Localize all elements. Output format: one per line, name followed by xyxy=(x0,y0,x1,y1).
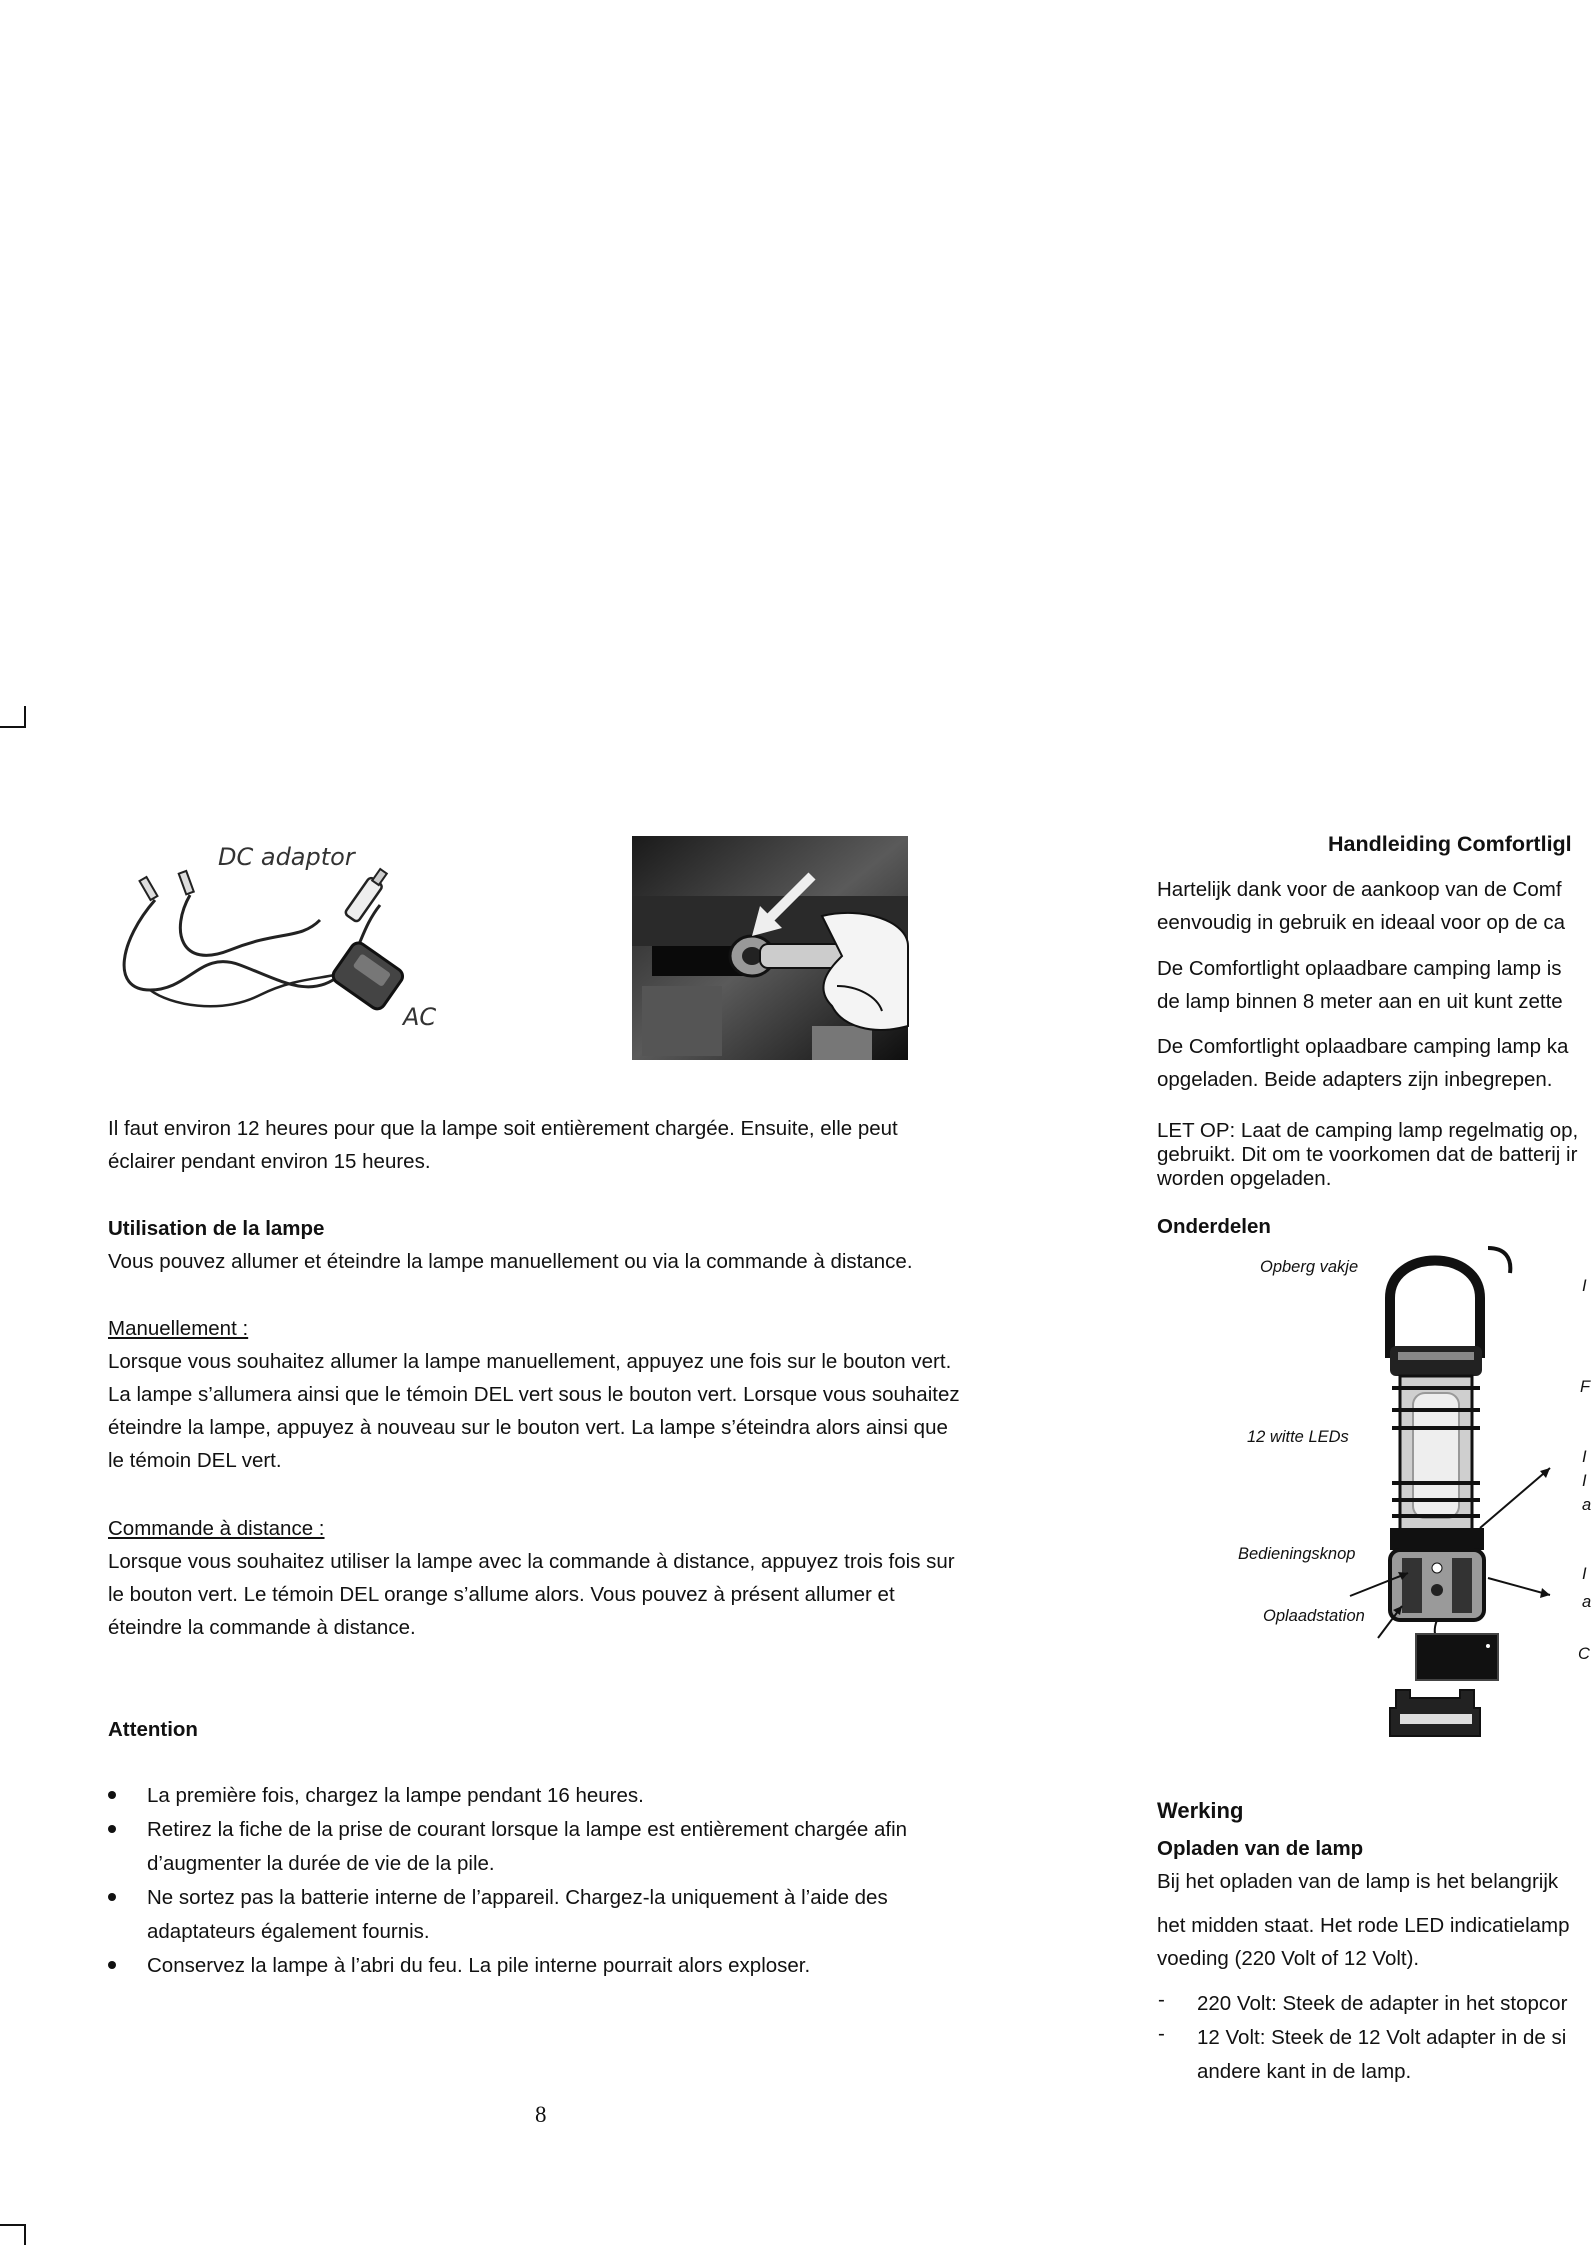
parts-heading: Onderdelen xyxy=(1157,1215,1271,1238)
label-station: Oplaadstation xyxy=(1263,1607,1365,1625)
dutch-p2-line-1: De Comfortlight oplaadbare camping lamp is xyxy=(1157,957,1562,980)
bullet-dot xyxy=(108,1961,116,1969)
label-right-3b: I xyxy=(1582,1472,1587,1490)
manual-line: Lorsque vous souhaitez allumer la lampe manuellement, appuyez une fois sur le bouton vert. xyxy=(108,1350,952,1373)
dutch-p2-line-2: de lamp binnen 8 meter aan en uit kunt zette xyxy=(1157,990,1563,1013)
manual-heading: Manuellement : xyxy=(108,1317,249,1340)
werking-heading: Werking xyxy=(1157,1798,1244,1823)
use-heading: Utilisation de la lampe xyxy=(108,1217,325,1240)
dash-marker: - xyxy=(1158,2022,1165,2045)
dutch-note-line-3: worden opgeladen. xyxy=(1157,1167,1332,1190)
dutch-intro-line-1: Hartelijk dank voor de aankoop van de Comf xyxy=(1157,878,1562,901)
crop-mark-top xyxy=(0,726,26,728)
label-right-5: C xyxy=(1578,1645,1590,1663)
bullet-item-continued: d’augmenter la durée de vie de la pile. xyxy=(147,1852,495,1875)
lantern-illustration xyxy=(1230,1228,1591,1758)
dutch-title: Handleiding Comfortligl xyxy=(1328,832,1572,856)
label-right-4b: a xyxy=(1582,1593,1591,1611)
car-socket-photo xyxy=(632,836,908,1060)
opladen-line-3: voeding (220 Volt of 12 Volt). xyxy=(1157,1947,1420,1970)
crop-mark-bottom-vertical xyxy=(24,2224,26,2245)
dc-adaptor-label: DC adaptor xyxy=(218,843,355,871)
dash-item-continued: andere kant in de lamp. xyxy=(1197,2060,1412,2083)
manual-line: La lampe s’allumera ainsi que le témoin DEL vert sous le bouton vert. Lorsque vous souhaitez xyxy=(108,1383,960,1406)
bullet-item: La première fois, chargez la lampe pendant 16 heures. xyxy=(147,1784,644,1807)
manual-line: éteindre la lampe, appuyez à nouveau sur le bouton vert. La lampe s’éteindra alors ainsi que xyxy=(108,1416,948,1439)
bullet-dot xyxy=(108,1825,116,1833)
page-number: 8 xyxy=(535,2102,547,2127)
bullet-dot xyxy=(108,1791,116,1799)
opladen-line-1: Bij het opladen van de lamp is het belangrijk xyxy=(1157,1870,1559,1893)
label-right-3c: a xyxy=(1582,1496,1591,1514)
remote-heading: Commande à distance : xyxy=(108,1517,325,1540)
crop-mark-top-vertical xyxy=(24,706,26,728)
use-text: Vous pouvez allumer et éteindre la lampe manuellement ou via la commande à distance. xyxy=(108,1250,913,1273)
dutch-note-line-1: LET OP: Laat de camping lamp regelmatig op, xyxy=(1157,1119,1579,1142)
remote-line: éteindre la commande à distance. xyxy=(108,1616,416,1639)
label-right-1: I xyxy=(1582,1277,1587,1295)
attention-heading: Attention xyxy=(108,1718,198,1741)
bullet-item: Conservez la lampe à l’abri du feu. La pile interne pourrait alors exploser. xyxy=(147,1954,811,1977)
adaptor-illustration xyxy=(110,830,450,1040)
dutch-p3-line-1: De Comfortlight oplaadbare camping lamp ka xyxy=(1157,1035,1569,1058)
label-leds: 12 witte LEDs xyxy=(1247,1428,1349,1446)
dash-marker: - xyxy=(1158,1988,1165,2011)
dash-item: 12 Volt: Steek de 12 Volt adapter in de si xyxy=(1197,2026,1567,2049)
bullet-item-continued: adaptateurs également fournis. xyxy=(147,1920,430,1943)
charge-text-line-1: Il faut environ 12 heures pour que la lampe soit entièrement chargée. Ensuite, elle peut xyxy=(108,1117,898,1140)
dutch-intro-line-2: eenvoudig in gebruik en ideaal voor op de ca xyxy=(1157,911,1566,934)
dutch-p3-line-2: opgeladen. Beide adapters zijn inbegrepen. xyxy=(1157,1068,1553,1091)
label-right-4a: I xyxy=(1582,1565,1587,1583)
dash-item: 220 Volt: Steek de adapter in het stopcor xyxy=(1197,1992,1568,2015)
label-control: Bedieningsknop xyxy=(1238,1545,1356,1563)
opladen-heading: Opladen van de lamp xyxy=(1157,1837,1364,1860)
bullet-dot xyxy=(108,1893,116,1901)
opladen-line-2: het midden staat. Het rode LED indicatielamp xyxy=(1157,1914,1570,1937)
remote-line: Lorsque vous souhaitez utiliser la lampe avec la commande à distance, appuyez trois fois sur xyxy=(108,1550,955,1573)
ac-label: AC xyxy=(403,1003,437,1031)
bullet-item: Retirez la fiche de la prise de courant lorsque la lampe est entièrement chargée afin xyxy=(147,1818,908,1841)
charge-text-line-2: éclairer pendant environ 15 heures. xyxy=(108,1150,431,1173)
label-right-2: F xyxy=(1580,1378,1591,1396)
bullet-item: Ne sortez pas la batterie interne de l’appareil. Chargez-la uniquement à l’aide des xyxy=(147,1886,888,1909)
manual-line: le témoin DEL vert. xyxy=(108,1449,282,1472)
dutch-note-line-2: gebruikt. Dit om te voorkomen dat de batterij ir xyxy=(1157,1143,1578,1166)
crop-mark-bottom xyxy=(0,2224,26,2226)
remote-line: le bouton vert. Le témoin DEL orange s’allume alors. Vous pouvez à présent allumer et xyxy=(108,1583,895,1606)
label-right-3a: I xyxy=(1582,1448,1587,1466)
label-storage: Opberg vakje xyxy=(1260,1258,1359,1276)
